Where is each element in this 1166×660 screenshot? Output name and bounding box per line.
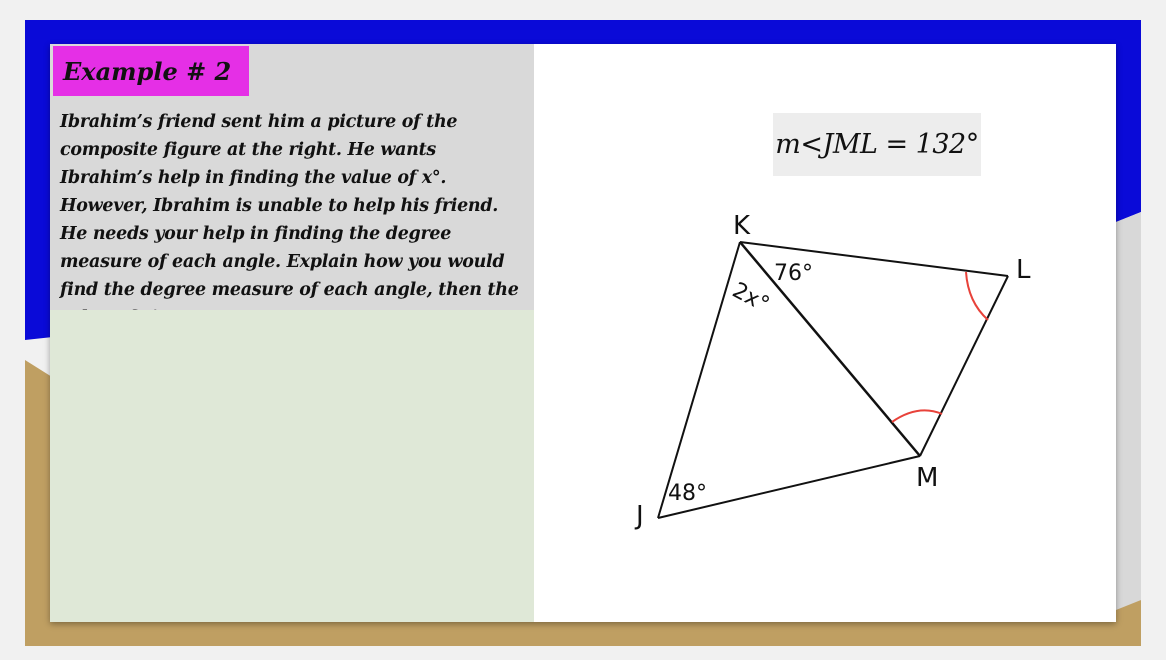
example-title: Example # 2: [63, 56, 232, 86]
vertex-m-label: M: [916, 463, 939, 493]
angle-arc-l: [966, 272, 988, 320]
diagonal-km: [740, 242, 920, 456]
segment-lm: [920, 276, 1008, 456]
gray-edge: [1116, 212, 1141, 610]
angle-arc-m: [892, 410, 942, 422]
problem-text: Ibrahim’s friend sent him a picture of the composite figure at the right. He wants Ibrahim’s help in finding the value of x°. However, Ibrahim is unable to help his friend. He needs your help in finding the degree measure of each angle. Explain how you would find the degree measure of each angle, then the: [60, 112, 519, 300]
slide-card: [50, 44, 1116, 622]
composite-figure: [50, 44, 1116, 622]
angle-label-2x: 2x°: [728, 277, 774, 318]
angle-label-76: 76°: [774, 261, 813, 286]
vertex-j-label: J: [636, 501, 644, 531]
given-measure: m<JML = 132°: [775, 129, 979, 160]
angle-label-48: 48°: [668, 481, 707, 506]
segment-jk: [658, 242, 740, 518]
vertex-k-label: K: [733, 211, 751, 241]
vertex-l-label: L: [1016, 255, 1031, 285]
